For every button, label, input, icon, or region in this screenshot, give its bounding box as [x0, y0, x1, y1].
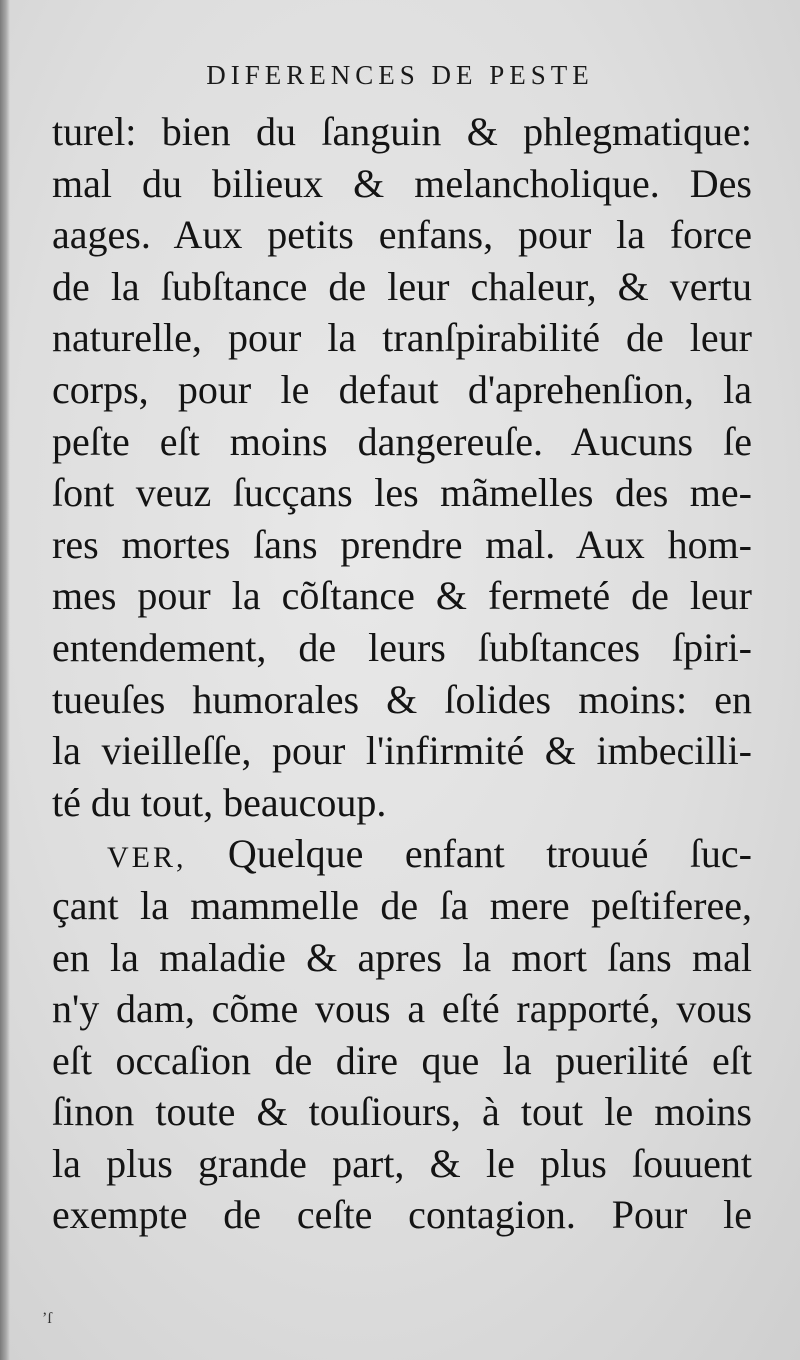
- text-line: corps, pour le defaut d'aprehenſion, la: [52, 366, 752, 412]
- body-text: [52, 106, 752, 1241]
- text-line: tueuſes humorales & ſolides moins: en: [52, 676, 752, 722]
- text-line: exempte de ceſte contagion. Pour le: [52, 1192, 752, 1238]
- text-line: peſte eſt moins dangereuſe. Aucuns ſe: [52, 418, 752, 464]
- text-line: mes pour la cõſtance & fermeté de leur: [52, 573, 752, 619]
- text-line: turel: bien du ſanguin & phlegmatique:: [52, 109, 752, 154]
- text-line-rest: Quelque enfant trouué ſuc-: [227, 831, 752, 877]
- paragraph-opening-line: [52, 828, 752, 880]
- text-line: entendement, de leurs ſubſtances ſpiri-: [52, 624, 752, 670]
- text-line: n'y dam, cõme vous a eſté rapporté, vous: [52, 986, 752, 1032]
- text-line: ſont veuz ſucçans les mãmelles des me-: [52, 470, 752, 516]
- text-line: la plus grande part, & le plus ſouuent: [52, 1140, 752, 1186]
- text-line: ſinon toute & touſiours, à tout le moins: [52, 1089, 752, 1135]
- text-line: en la maladie & apres la mort ſans mal: [52, 934, 752, 980]
- text-line: eſt occaſion de dire que la puerilité eſt: [52, 1037, 752, 1083]
- text-line: té du tout, beaucoup.: [52, 779, 387, 825]
- text-line: çant la mammelle de ſa mere peſtiferee,: [52, 882, 752, 928]
- text-line: de la ſubſtance de leur chaleur, & vertu: [52, 263, 752, 309]
- text-line: aages. Aux petits enfans, pour la force: [52, 212, 752, 258]
- text-line: la vieilleſſe, pour l'infirmité & imbecilli-: [52, 728, 752, 774]
- signature-mark: ʼſ: [42, 1310, 52, 1327]
- page-binding-edge: [0, 0, 10, 1360]
- text-line: mal du bilieux & melancholique. Des: [52, 160, 752, 206]
- text-line: res mortes ſans prendre mal. Aux hom-: [52, 521, 752, 567]
- running-head: DIFERENCES DE PESTE: [206, 60, 594, 90]
- speaker-lead: VER,: [107, 841, 187, 875]
- text-line: naturelle, pour la tranſpirabilité de leur: [52, 315, 752, 361]
